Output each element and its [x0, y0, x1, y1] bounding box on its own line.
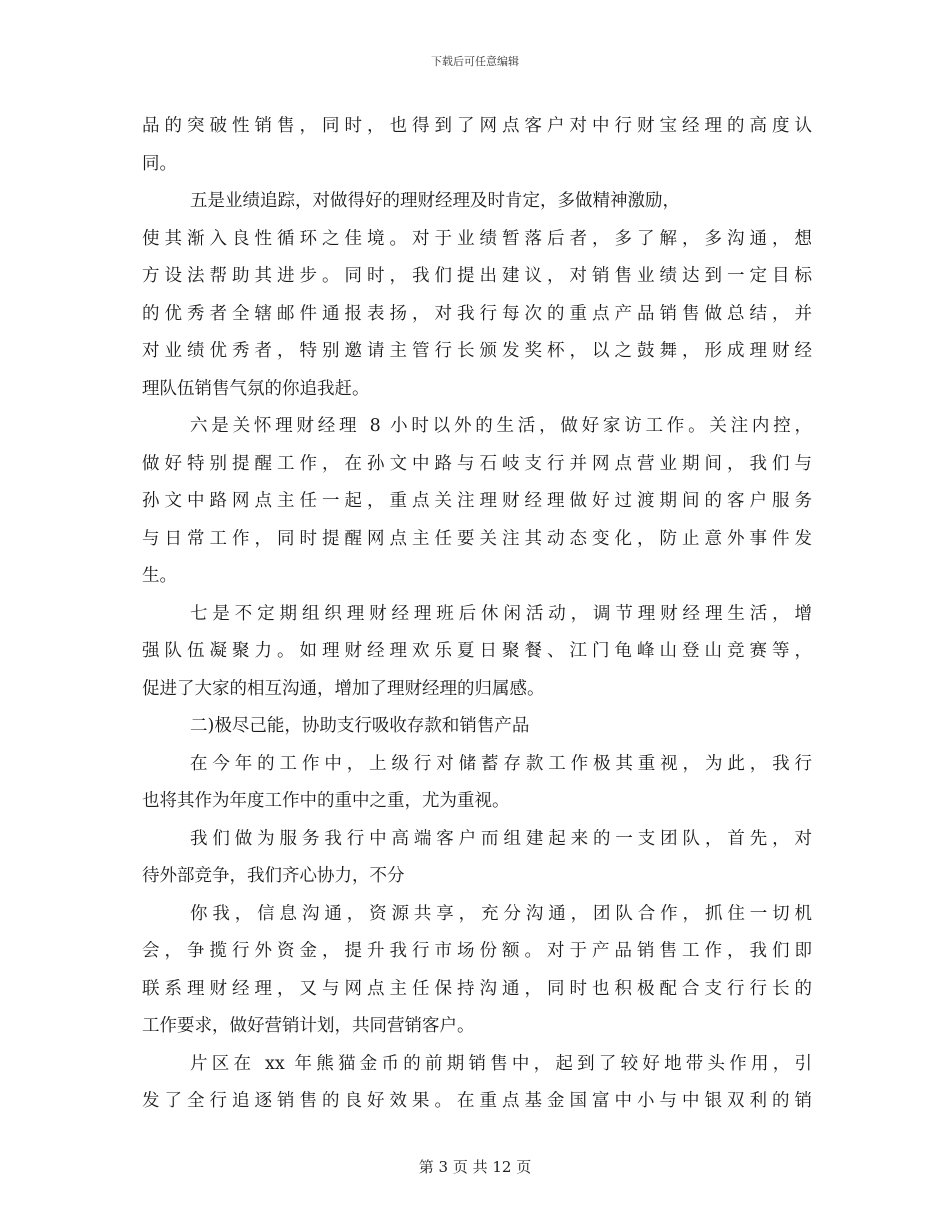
text-line: 与日常工作，同时提醒网点主任要关注其动态变化，防止意外事件发: [142, 528, 812, 549]
text-line: 做好特别提醒工作，在孙文中路与石岐支行并网点营业期间，我们与: [142, 453, 812, 474]
text-line: 片区在 xx 年熊猫金币的前期销售中，起到了较好地带头作用，引: [190, 1053, 812, 1074]
text-line: 品的突破性销售，同时，也得到了网点客户对中行财宝经理的高度认: [142, 116, 812, 136]
text-line: 七是不定期组织理财经理班后休闲活动，调节理财经理生活，增: [190, 603, 812, 624]
text-line: 的优秀者全辖邮件通报表扬，对我行每次的重点产品销售做总结，并: [142, 303, 812, 324]
text-line: 会，争揽行外资金，提升我行市场份额。对于产品销售工作，我们即: [142, 941, 812, 961]
text-line: 我们做为服务我行中高端客户而组建起来的一支团队，首先，对: [190, 828, 812, 849]
text-line: 待外部竞争，我们齐心协力，不分: [142, 866, 405, 886]
text-line: 强队伍凝聚力。如理财经理欢乐夏日聚餐、江门龟峰山登山竞赛等，: [142, 641, 812, 661]
text-line: 孙文中路网点主任一起，重点关注理财经理做好过渡期间的客户服务: [142, 491, 812, 511]
text-line: 工作要求，做好营销计划，共同营销客户。: [142, 1016, 475, 1036]
text-line: 使其渐入良性循环之佳境。对于业绩暂落后者，多了解，多沟通，想: [142, 228, 812, 249]
text-line: 方设法帮助其进步。同时，我们提出建议，对销售业绩达到一定目标: [142, 266, 812, 286]
page-header: 下载后可任意编辑: [431, 55, 519, 68]
text-line: 联系理财经理，又与网点主任保持沟通，同时也积极配合支行行长的: [142, 978, 812, 999]
text-line: 二)极尽己能，协助支行吸收存款和销售产品: [190, 716, 530, 736]
document-body: [142, 108, 812, 1121]
text-line: 生。: [142, 566, 177, 586]
text-line: 也将其作为年度工作中的重中之重，尤为重视。: [142, 791, 510, 811]
page-footer: 第 3 页 共 12 页: [418, 1158, 532, 1176]
text-line: 同。: [142, 153, 177, 174]
text-line: 六是关怀理财经理 8 小时以外的生活，做好家访工作。关注内控，: [190, 416, 812, 436]
text-line: 发了全行追逐销售的良好效果。在重点基金国富中小与中银双利的销: [142, 1091, 812, 1111]
text-line: 促进了大家的相互沟通，增加了理财经理的归属感。: [142, 678, 545, 699]
text-line: 理队伍销售气氛的你追我赶。: [142, 378, 370, 399]
text-line: 对业绩优秀者，特别邀请主管行长颁发奖杯，以之鼓舞，形成理财经: [142, 341, 812, 361]
text-line: 在今年的工作中，上级行对储蓄存款工作极其重视，为此，我行: [190, 753, 812, 774]
text-line: 五是业绩追踪，对做得好的理财经理及时肯定，多做精神激励，: [190, 191, 680, 211]
text-line: 你我，信息沟通，资源共享，充分沟通，团队合作，抓住一切机: [190, 903, 812, 924]
